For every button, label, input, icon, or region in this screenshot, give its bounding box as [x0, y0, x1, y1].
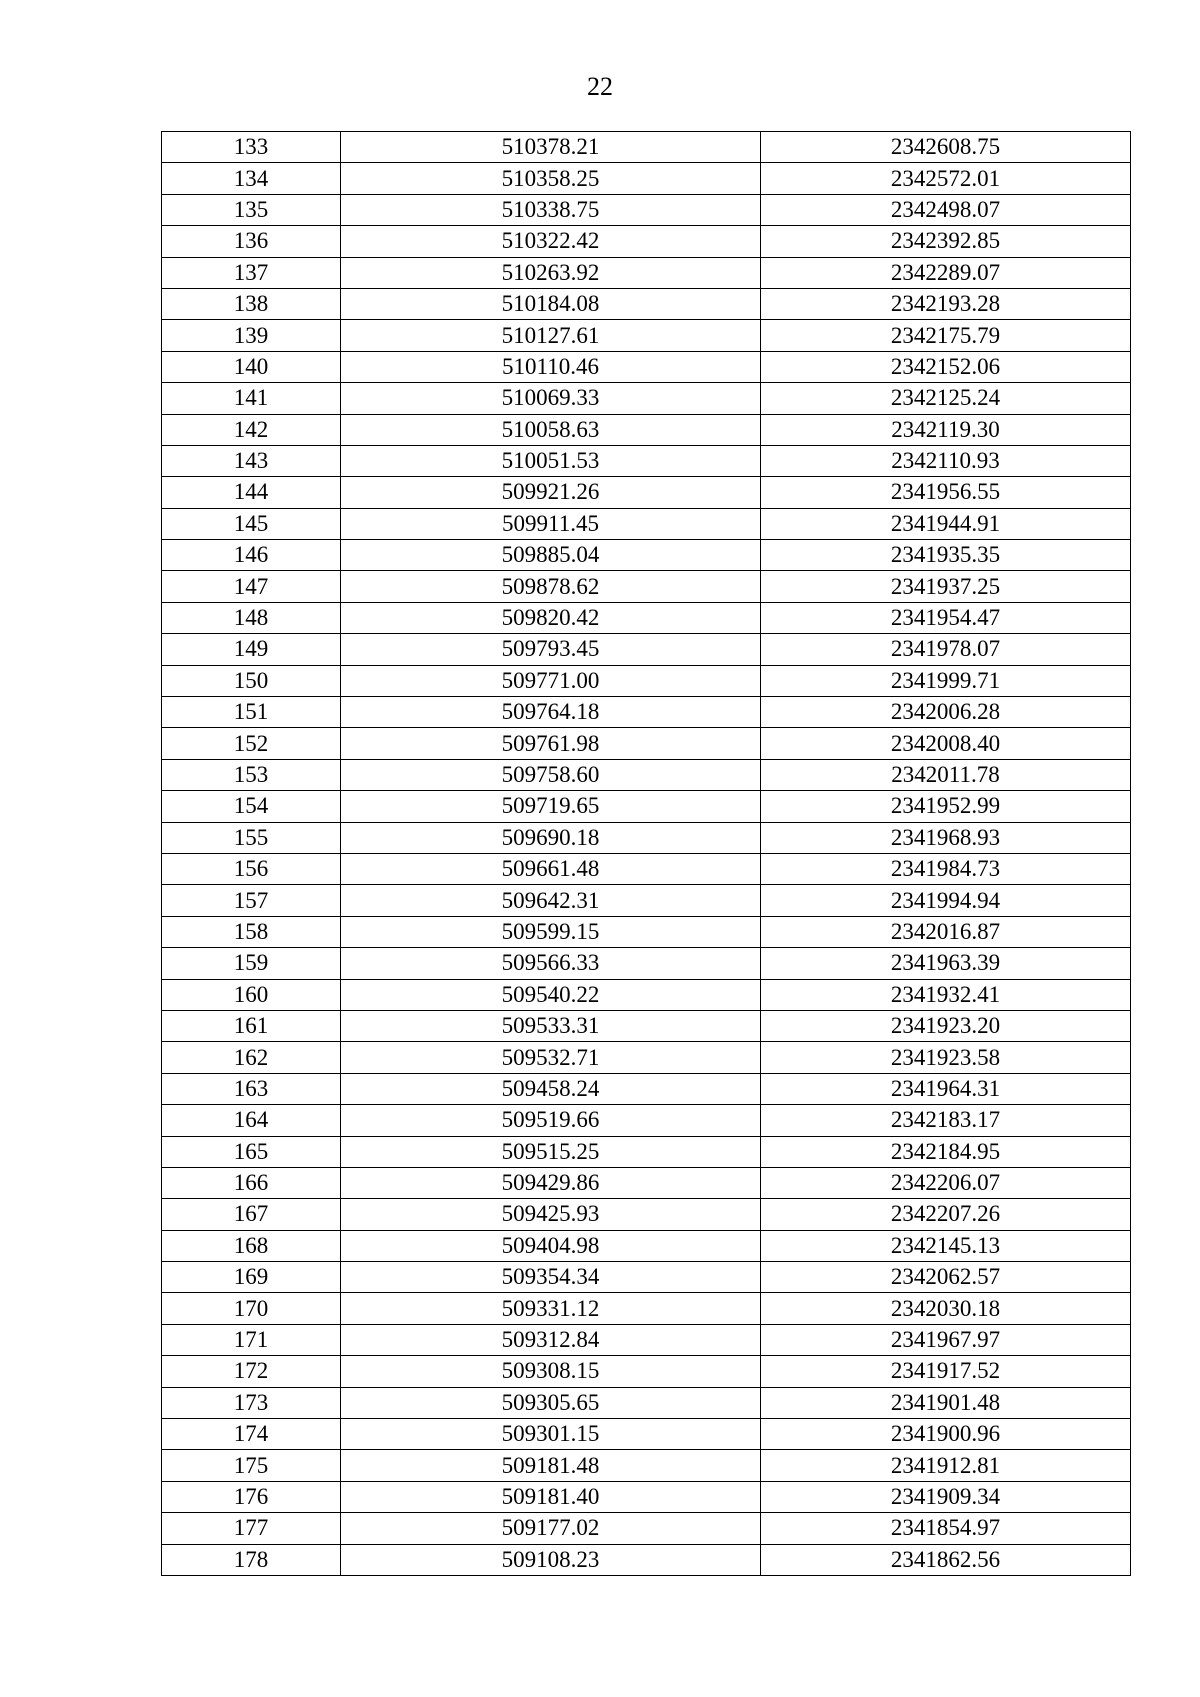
- y-coordinate-cell: 2341964.31: [761, 1073, 1131, 1104]
- x-coordinate-cell: 509911.45: [341, 508, 761, 539]
- point-number-cell: 174: [162, 1419, 341, 1450]
- table-row: [162, 1262, 1131, 1293]
- table-row: [162, 226, 1131, 257]
- point-number-cell: 163: [162, 1073, 341, 1104]
- table-row: [162, 728, 1131, 759]
- x-coordinate-cell: 509532.71: [341, 1042, 761, 1073]
- x-coordinate-cell: 509301.15: [341, 1419, 761, 1450]
- y-coordinate-cell: 2342152.06: [761, 351, 1131, 382]
- table-row: [162, 414, 1131, 445]
- y-coordinate-cell: 2341999.71: [761, 665, 1131, 696]
- y-coordinate-cell: 2341994.94: [761, 885, 1131, 916]
- point-number-cell: 137: [162, 257, 341, 288]
- x-coordinate-cell: 509305.65: [341, 1387, 761, 1418]
- point-number-cell: 140: [162, 351, 341, 382]
- point-number-cell: 144: [162, 477, 341, 508]
- point-number-cell: 147: [162, 571, 341, 602]
- point-number-cell: 172: [162, 1356, 341, 1387]
- table-row: [162, 1105, 1131, 1136]
- x-coordinate-cell: 509719.65: [341, 791, 761, 822]
- table-row: [162, 288, 1131, 319]
- table-row: [162, 257, 1131, 288]
- y-coordinate-cell: 2342207.26: [761, 1199, 1131, 1230]
- coordinates-table: [161, 131, 1131, 1576]
- y-coordinate-cell: 2342008.40: [761, 728, 1131, 759]
- point-number-cell: 158: [162, 916, 341, 947]
- x-coordinate-cell: 509181.48: [341, 1450, 761, 1481]
- point-number-cell: 166: [162, 1167, 341, 1198]
- point-number-cell: 170: [162, 1293, 341, 1324]
- x-coordinate-cell: 509404.98: [341, 1230, 761, 1261]
- x-coordinate-cell: 510322.42: [341, 226, 761, 257]
- x-coordinate-cell: 509642.31: [341, 885, 761, 916]
- point-number-cell: 150: [162, 665, 341, 696]
- point-number-cell: 154: [162, 791, 341, 822]
- point-number-cell: 145: [162, 508, 341, 539]
- page-number: 22: [587, 72, 613, 101]
- point-number-cell: 165: [162, 1136, 341, 1167]
- table-row: [162, 665, 1131, 696]
- coordinates-table-body: [162, 132, 1131, 1576]
- table-row: [162, 445, 1131, 476]
- y-coordinate-cell: 2342030.18: [761, 1293, 1131, 1324]
- y-coordinate-cell: 2341956.55: [761, 477, 1131, 508]
- point-number-cell: 153: [162, 759, 341, 790]
- point-number-cell: 148: [162, 602, 341, 633]
- table-row: [162, 383, 1131, 414]
- table-row: [162, 1199, 1131, 1230]
- point-number-cell: 176: [162, 1481, 341, 1512]
- y-coordinate-cell: 2341967.97: [761, 1324, 1131, 1355]
- y-coordinate-cell: 2342175.79: [761, 320, 1131, 351]
- x-coordinate-cell: 509533.31: [341, 1010, 761, 1041]
- y-coordinate-cell: 2341963.39: [761, 948, 1131, 979]
- point-number-cell: 142: [162, 414, 341, 445]
- table-row: [162, 508, 1131, 539]
- table-row: [162, 477, 1131, 508]
- point-number-cell: 157: [162, 885, 341, 916]
- x-coordinate-cell: 509425.93: [341, 1199, 761, 1230]
- x-coordinate-cell: 509354.34: [341, 1262, 761, 1293]
- table-row: [162, 853, 1131, 884]
- table-row: [162, 948, 1131, 979]
- y-coordinate-cell: 2341900.96: [761, 1419, 1131, 1450]
- x-coordinate-cell: 509820.42: [341, 602, 761, 633]
- y-coordinate-cell: 2342145.13: [761, 1230, 1131, 1261]
- point-number-cell: 162: [162, 1042, 341, 1073]
- table-row: [162, 885, 1131, 916]
- point-number-cell: 133: [162, 132, 341, 163]
- table-row: [162, 540, 1131, 571]
- y-coordinate-cell: 2341923.20: [761, 1010, 1131, 1041]
- point-number-cell: 168: [162, 1230, 341, 1261]
- y-coordinate-cell: 2342110.93: [761, 445, 1131, 476]
- x-coordinate-cell: 509181.40: [341, 1481, 761, 1512]
- table-row: [162, 320, 1131, 351]
- table-row: [162, 1450, 1131, 1481]
- x-coordinate-cell: 509885.04: [341, 540, 761, 571]
- point-number-cell: 149: [162, 634, 341, 665]
- x-coordinate-cell: 510184.08: [341, 288, 761, 319]
- y-coordinate-cell: 2342289.07: [761, 257, 1131, 288]
- table-row: [162, 163, 1131, 194]
- x-coordinate-cell: 509458.24: [341, 1073, 761, 1104]
- table-row: [162, 1356, 1131, 1387]
- x-coordinate-cell: 509515.25: [341, 1136, 761, 1167]
- y-coordinate-cell: 2342183.17: [761, 1105, 1131, 1136]
- y-coordinate-cell: 2341917.52: [761, 1356, 1131, 1387]
- table-row: [162, 634, 1131, 665]
- x-coordinate-cell: 509599.15: [341, 916, 761, 947]
- table-row: [162, 1010, 1131, 1041]
- point-number-cell: 143: [162, 445, 341, 476]
- y-coordinate-cell: 2341923.58: [761, 1042, 1131, 1073]
- table-row: [162, 1544, 1131, 1575]
- x-coordinate-cell: 509758.60: [341, 759, 761, 790]
- point-number-cell: 159: [162, 948, 341, 979]
- table-row: [162, 602, 1131, 633]
- table-row: [162, 194, 1131, 225]
- point-number-cell: 146: [162, 540, 341, 571]
- point-number-cell: 136: [162, 226, 341, 257]
- x-coordinate-cell: 510051.53: [341, 445, 761, 476]
- point-number-cell: 152: [162, 728, 341, 759]
- point-number-cell: 173: [162, 1387, 341, 1418]
- y-coordinate-cell: 2342119.30: [761, 414, 1131, 445]
- x-coordinate-cell: 510378.21: [341, 132, 761, 163]
- y-coordinate-cell: 2341854.97: [761, 1513, 1131, 1544]
- x-coordinate-cell: 509793.45: [341, 634, 761, 665]
- point-number-cell: 138: [162, 288, 341, 319]
- y-coordinate-cell: 2341984.73: [761, 853, 1131, 884]
- table-row: [162, 1230, 1131, 1261]
- table-row: [162, 1167, 1131, 1198]
- table-row: [162, 979, 1131, 1010]
- table-row: [162, 571, 1131, 602]
- point-number-cell: 141: [162, 383, 341, 414]
- x-coordinate-cell: 509661.48: [341, 853, 761, 884]
- x-coordinate-cell: 510358.25: [341, 163, 761, 194]
- point-number-cell: 171: [162, 1324, 341, 1355]
- y-coordinate-cell: 2341862.56: [761, 1544, 1131, 1575]
- table-row: [162, 1324, 1131, 1355]
- y-coordinate-cell: 2341912.81: [761, 1450, 1131, 1481]
- table-row: [162, 351, 1131, 382]
- table-row: [162, 822, 1131, 853]
- x-coordinate-cell: 509312.84: [341, 1324, 761, 1355]
- point-number-cell: 164: [162, 1105, 341, 1136]
- table-row: [162, 791, 1131, 822]
- table-row: [162, 697, 1131, 728]
- point-number-cell: 134: [162, 163, 341, 194]
- y-coordinate-cell: 2341944.91: [761, 508, 1131, 539]
- point-number-cell: 175: [162, 1450, 341, 1481]
- y-coordinate-cell: 2341901.48: [761, 1387, 1131, 1418]
- point-number-cell: 167: [162, 1199, 341, 1230]
- y-coordinate-cell: 2342392.85: [761, 226, 1131, 257]
- y-coordinate-cell: 2342062.57: [761, 1262, 1131, 1293]
- table-row: [162, 132, 1131, 163]
- x-coordinate-cell: 509540.22: [341, 979, 761, 1010]
- point-number-cell: 135: [162, 194, 341, 225]
- y-coordinate-cell: 2341968.93: [761, 822, 1131, 853]
- y-coordinate-cell: 2341909.34: [761, 1481, 1131, 1512]
- x-coordinate-cell: 509108.23: [341, 1544, 761, 1575]
- x-coordinate-cell: 510058.63: [341, 414, 761, 445]
- table-row: [162, 916, 1131, 947]
- x-coordinate-cell: 509331.12: [341, 1293, 761, 1324]
- table-row: [162, 1513, 1131, 1544]
- y-coordinate-cell: 2342206.07: [761, 1167, 1131, 1198]
- point-number-cell: 169: [162, 1262, 341, 1293]
- x-coordinate-cell: 509519.66: [341, 1105, 761, 1136]
- x-coordinate-cell: 509921.26: [341, 477, 761, 508]
- table-row: [162, 1419, 1131, 1450]
- x-coordinate-cell: 509771.00: [341, 665, 761, 696]
- point-number-cell: 161: [162, 1010, 341, 1041]
- y-coordinate-cell: 2341932.41: [761, 979, 1131, 1010]
- point-number-cell: 177: [162, 1513, 341, 1544]
- y-coordinate-cell: 2341978.07: [761, 634, 1131, 665]
- y-coordinate-cell: 2341935.35: [761, 540, 1131, 571]
- table-row: [162, 1387, 1131, 1418]
- y-coordinate-cell: 2342006.28: [761, 697, 1131, 728]
- x-coordinate-cell: 510338.75: [341, 194, 761, 225]
- y-coordinate-cell: 2341954.47: [761, 602, 1131, 633]
- x-coordinate-cell: 509878.62: [341, 571, 761, 602]
- y-coordinate-cell: 2342193.28: [761, 288, 1131, 319]
- point-number-cell: 151: [162, 697, 341, 728]
- x-coordinate-cell: 509761.98: [341, 728, 761, 759]
- x-coordinate-cell: 509764.18: [341, 697, 761, 728]
- table-row: [162, 1136, 1131, 1167]
- x-coordinate-cell: 510127.61: [341, 320, 761, 351]
- point-number-cell: 156: [162, 853, 341, 884]
- y-coordinate-cell: 2342572.01: [761, 163, 1131, 194]
- y-coordinate-cell: 2342016.87: [761, 916, 1131, 947]
- table-row: [162, 1481, 1131, 1512]
- point-number-cell: 160: [162, 979, 341, 1010]
- y-coordinate-cell: 2342498.07: [761, 194, 1131, 225]
- y-coordinate-cell: 2342011.78: [761, 759, 1131, 790]
- x-coordinate-cell: 509308.15: [341, 1356, 761, 1387]
- x-coordinate-cell: 509566.33: [341, 948, 761, 979]
- x-coordinate-cell: 509429.86: [341, 1167, 761, 1198]
- x-coordinate-cell: 509177.02: [341, 1513, 761, 1544]
- table-row: [162, 1042, 1131, 1073]
- y-coordinate-cell: 2342608.75: [761, 132, 1131, 163]
- y-coordinate-cell: 2342184.95: [761, 1136, 1131, 1167]
- y-coordinate-cell: 2342125.24: [761, 383, 1131, 414]
- x-coordinate-cell: 510069.33: [341, 383, 761, 414]
- table-row: [162, 1293, 1131, 1324]
- y-coordinate-cell: 2341937.25: [761, 571, 1131, 602]
- y-coordinate-cell: 2341952.99: [761, 791, 1131, 822]
- point-number-cell: 178: [162, 1544, 341, 1575]
- x-coordinate-cell: 510110.46: [341, 351, 761, 382]
- table-row: [162, 759, 1131, 790]
- x-coordinate-cell: 509690.18: [341, 822, 761, 853]
- x-coordinate-cell: 510263.92: [341, 257, 761, 288]
- point-number-cell: 139: [162, 320, 341, 351]
- table-row: [162, 1073, 1131, 1104]
- point-number-cell: 155: [162, 822, 341, 853]
